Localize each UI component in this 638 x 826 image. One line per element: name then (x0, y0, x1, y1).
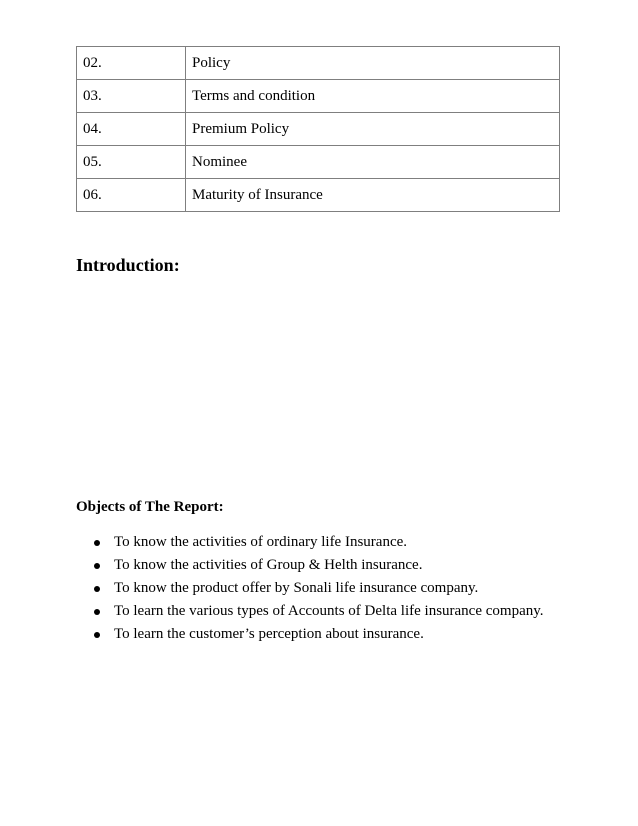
list-item (76, 531, 546, 554)
bullet-icon (94, 609, 100, 615)
bullet-icon (94, 563, 100, 569)
list-item-text: To learn the customer’s perception about insurance. (114, 626, 424, 642)
row-title: Policy (186, 47, 560, 80)
list-item (76, 577, 546, 600)
row-number: 02. (77, 47, 186, 80)
row-title: Premium Policy (186, 113, 560, 146)
row-title: Nominee (186, 146, 560, 179)
objectives-list (76, 531, 546, 646)
row-title: Terms and condition (186, 80, 560, 113)
introduction-heading: Introduction: (76, 255, 180, 275)
list-item-text: To know the activities of Group & Helth insurance. (114, 557, 423, 573)
row-number: 03. (77, 80, 186, 113)
list-item-text: To learn the various types of Accounts of Delta life insurance company. (114, 603, 544, 619)
bullet-icon (94, 540, 100, 546)
table-row (77, 47, 560, 80)
row-title: Maturity of Insurance (186, 179, 560, 212)
row-number: 06. (77, 179, 186, 212)
row-number: 05. (77, 146, 186, 179)
list-item (76, 600, 546, 623)
table-row (77, 179, 560, 212)
list-item (76, 623, 546, 646)
contents-table (76, 46, 560, 212)
bullet-icon (94, 586, 100, 592)
list-item-text: To know the product offer by Sonali life insurance company. (114, 580, 479, 596)
table-row (77, 146, 560, 179)
table-row (77, 113, 560, 146)
table-row (77, 80, 560, 113)
list-item-text: To know the activities of ordinary life Insurance. (114, 534, 408, 550)
row-number: 04. (77, 113, 186, 146)
bullet-icon (94, 632, 100, 638)
objects-heading: Objects of The Report: (76, 499, 224, 515)
list-item (76, 554, 546, 577)
